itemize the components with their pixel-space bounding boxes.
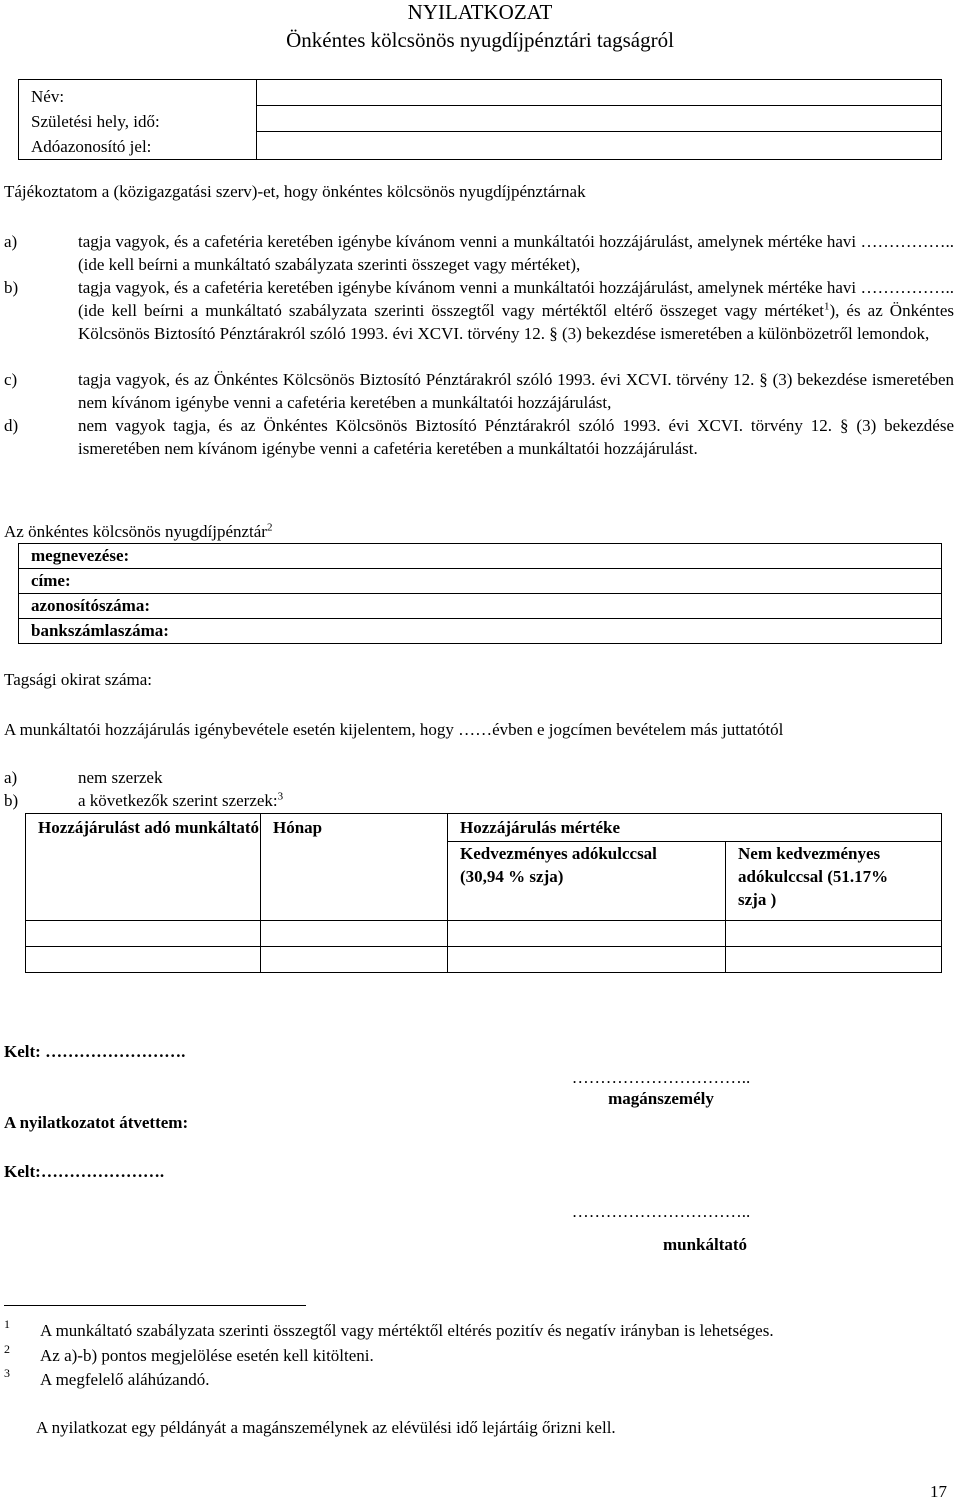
declaration-b: b) a következők szerint szerzek:$^3$ bbox=[4, 790, 284, 810]
personal-data-table bbox=[18, 79, 942, 160]
option-c bbox=[4, 368, 954, 414]
table-row bbox=[26, 921, 942, 947]
table-row bbox=[26, 947, 942, 973]
taxid-field[interactable] bbox=[257, 132, 941, 157]
name-label: Név: bbox=[31, 87, 65, 106]
name-field[interactable] bbox=[257, 80, 941, 106]
fund-id-label: azonosítószáma: bbox=[19, 594, 942, 619]
option-c-marker: c) bbox=[4, 370, 18, 389]
birth-field[interactable] bbox=[257, 106, 941, 132]
footnote-ref-2: 2 bbox=[266, 521, 273, 534]
footnote-1: 1 A munkáltató szabályzata szerinti összegtől vagy mértéktől eltérés pozitív és negatív irányban is lehetséges. bbox=[4, 1317, 774, 1340]
fund-bank-label: bankszámlaszáma: bbox=[19, 619, 942, 644]
fund-address-label: címe: bbox=[19, 569, 942, 594]
role-employer: munkáltató bbox=[662, 1235, 748, 1254]
option-d bbox=[4, 414, 954, 460]
membership-label: Tagsági okirat száma: bbox=[4, 670, 152, 689]
intro-text: Tájékoztatom a (közigazgatási szerv)-et, hogy önkéntes kölcsönös nyugdíjpénztárnak bbox=[4, 182, 586, 201]
option-b-text: tagja vagyok, és a cafetéria keretében igénybe kívánom venni a munkáltatói hozzájárulást, amelynek mértéke havi …………….. (ide kell beírni a munkáltató szabályzata szerinti összegtől vagy mértéktől eltérő összeget vagy mértéket$^1$), és az Önkéntes Kölcsönös Biztosító Pénztárakról szóló 1993. évi XCVI. törvény 12. § (3) bekezdése ismeretében a különbözetről lemondok, bbox=[78, 278, 955, 343]
footnote-separator bbox=[4, 1305, 306, 1306]
contribution-table bbox=[25, 813, 942, 973]
col-month-header: Hónap bbox=[261, 814, 448, 921]
page-number: 17 bbox=[930, 1482, 947, 1501]
option-d-text: nem vagyok tagja, és az Önkéntes Kölcsönös Biztosító Pénztárakról szóló 1993. évi XCVI. törvény 12. § (3) bekezdése ismeretében nem kívánom igénybe venni a cafetéria keretében a munkáltatói hozzájárulást. bbox=[78, 416, 954, 458]
taxid-label: Adóazonosító jel: bbox=[31, 137, 152, 156]
option-a bbox=[4, 230, 954, 276]
received-label: A nyilatkozatot átvettem: bbox=[4, 1113, 189, 1132]
fund-heading: Az önkéntes kölcsönös nyugdíjpénztár$^2$ bbox=[4, 521, 273, 541]
document-subtitle: Önkéntes kölcsönös nyugdíjpénztári tagságról bbox=[286, 28, 674, 52]
retention-note: A nyilatkozat egy példányát a magánszemélynek az elévülési idő lejártáig őrizni kell. bbox=[36, 1418, 616, 1437]
footnote-2: 2 Az a)-b) pontos megjelölése esetén kell kitölteni. bbox=[4, 1342, 374, 1365]
footnote-3: 3 A megfelelő aláhúzandó. bbox=[4, 1366, 210, 1389]
declaration-text: A munkáltatói hozzájárulás igénybevétele esetén kijelentem, hogy ……évben e jogcímen bevételem más juttatótól bbox=[4, 720, 784, 739]
option-b-marker: b) bbox=[4, 278, 19, 297]
col-preferential-header: Kedvezményes adókulccsal (30,94 % szja) bbox=[448, 841, 726, 920]
option-a-text: tagja vagyok, és a cafetéria keretében igénybe kívánom venni a munkáltatói hozzájárulást, amelynek mértéke havi …………….. (ide kell beírni a munkáltató szabályzata szerinti összeget vagy mértéket), bbox=[78, 232, 954, 274]
signature-line-2: ………………………….. bbox=[571, 1202, 751, 1221]
footnote-ref-3: 3 bbox=[277, 790, 284, 803]
date-line-1: Kelt: ……………………. bbox=[4, 1042, 186, 1061]
personal-values bbox=[257, 80, 942, 160]
fund-table bbox=[18, 543, 942, 644]
footnote-ref-1: 1 bbox=[823, 300, 830, 313]
personal-labels bbox=[19, 80, 257, 160]
col-employer-header: Hozzájárulást adó munkáltató bbox=[26, 814, 261, 921]
option-a-marker: a) bbox=[4, 232, 18, 251]
fund-name-label: megnevezése: bbox=[19, 544, 942, 569]
document-title: NYILATKOZAT bbox=[407, 0, 553, 24]
option-c-text: tagja vagyok, és az Önkéntes Kölcsönös Biztosító Pénztárakról szóló 1993. évi XCVI. törvény 12. § (3) bekezdése ismeretében nem kívánom igénybe venni a cafetéria keretében a munkáltatói hozzájárulást, bbox=[78, 370, 954, 412]
date-line-2: Kelt:…………………. bbox=[4, 1162, 165, 1181]
signature-line-1: ………………………….. bbox=[571, 1068, 751, 1087]
option-b bbox=[4, 276, 954, 345]
col-contribution-header: Hozzájárulás mértéke bbox=[448, 814, 942, 842]
option-d-marker: d) bbox=[4, 416, 19, 435]
birth-label: Születési hely, idő: bbox=[31, 112, 160, 131]
declaration-a: a) nem szerzek bbox=[4, 768, 163, 787]
col-nonpreferential-header: Nem kedvezményes adókulccsal (51.17% szja ) bbox=[726, 841, 942, 920]
role-private-person: magánszemély bbox=[608, 1089, 714, 1108]
